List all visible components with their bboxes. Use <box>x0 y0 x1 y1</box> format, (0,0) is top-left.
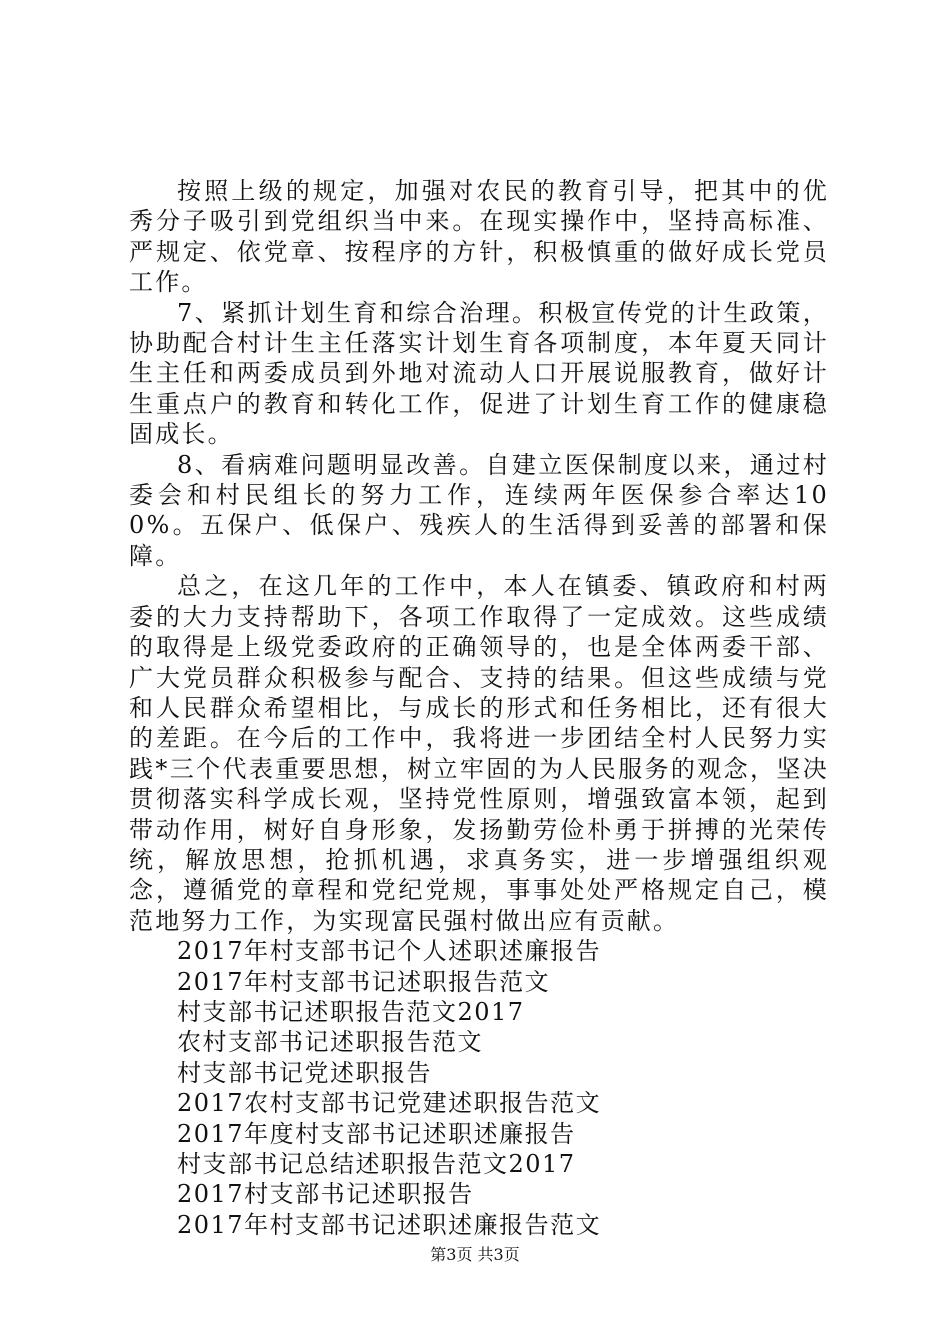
paragraph-medical-care: 8、看病难问题明显改善。自建立医保制度以来，通过村委会和村民组长的努力工作，连续两年医保参合率达100%。五保户、低保户、残疾人的生活得到妥善的部署和保障。 <box>129 450 829 570</box>
related-article-link[interactable]: 村支部书记述职报告范文2017 <box>177 997 525 1026</box>
document-body <box>129 176 829 1240</box>
page-number-footer: 第3页 共3页 <box>430 1245 520 1264</box>
paragraph-party-development: 按照上级的规定，加强对农民的教育引导，把其中的优秀分子吸引到党组织当中来。在现实操作中，坚持高标准、严规定、依党章、按程序的方针，积极慎重的做好成长党员工作。 <box>129 177 829 297</box>
related-article-link[interactable]: 2017年村支部书记述职报告范文 <box>177 967 551 996</box>
related-article-link[interactable]: 村支部书记党述职报告 <box>177 1058 432 1087</box>
related-article-link[interactable]: 村支部书记总结述职报告范文2017 <box>177 1150 576 1178</box>
paragraph-family-planning: 7、紧抓计划生育和综合治理。积极宣传党的计生政策，协助配合村计生主任落实计划生育各项制度，本年夏天同计生主任和两委成员到外地对流动人口开展说服教育，做好计生重点户的教育和转化工作，促进了计划生育工作的健康稳固成长。 <box>129 298 829 449</box>
related-articles-list <box>129 936 829 1240</box>
related-article-link[interactable]: 2017年村支部书记述职述廉报告范文 <box>177 1210 602 1239</box>
related-article-link[interactable]: 2017年度村支部书记述职述廉报告 <box>177 1119 576 1148</box>
related-article-link[interactable]: 2017农村支部书记党建述职报告范文 <box>177 1089 602 1118</box>
paragraph-conclusion: 总之，在这几年的工作中，本人在镇委、镇政府和村两委的大力支持帮助下，各项工作取得了一定成效。这些成绩的取得是上级党委政府的正确领导的，也是全体两委干部、广大党员群众积极参与配合、支持的结果。但这些成绩与党和人民群众希望相比，与成长的形式和任务相比，还有很大的差距。在今后的工作中，我将进一步团结全村人民努力实践*三个代表重要思想，树立牢固的为人民服务的观念，坚决贯彻落实科学成长观，坚持党性原则，增强致富本领，起到带动作用，树好自身形象，发扬勤劳俭朴勇于拼搏的光荣传统，解放思想，抢抓机遇，求真务实，进一步增强组织观念，遵循党的章程和党纪党规，事事处处严格规定自己，模范地努力工作，为实现富民强村做出应有贡献。 <box>129 572 829 935</box>
related-article-link[interactable]: 农村支部书记述职报告范文 <box>177 1028 483 1057</box>
related-article-link[interactable]: 2017年村支部书记个人述职述廉报告 <box>177 937 602 966</box>
related-article-link[interactable]: 2017村支部书记述职报告 <box>177 1180 474 1209</box>
